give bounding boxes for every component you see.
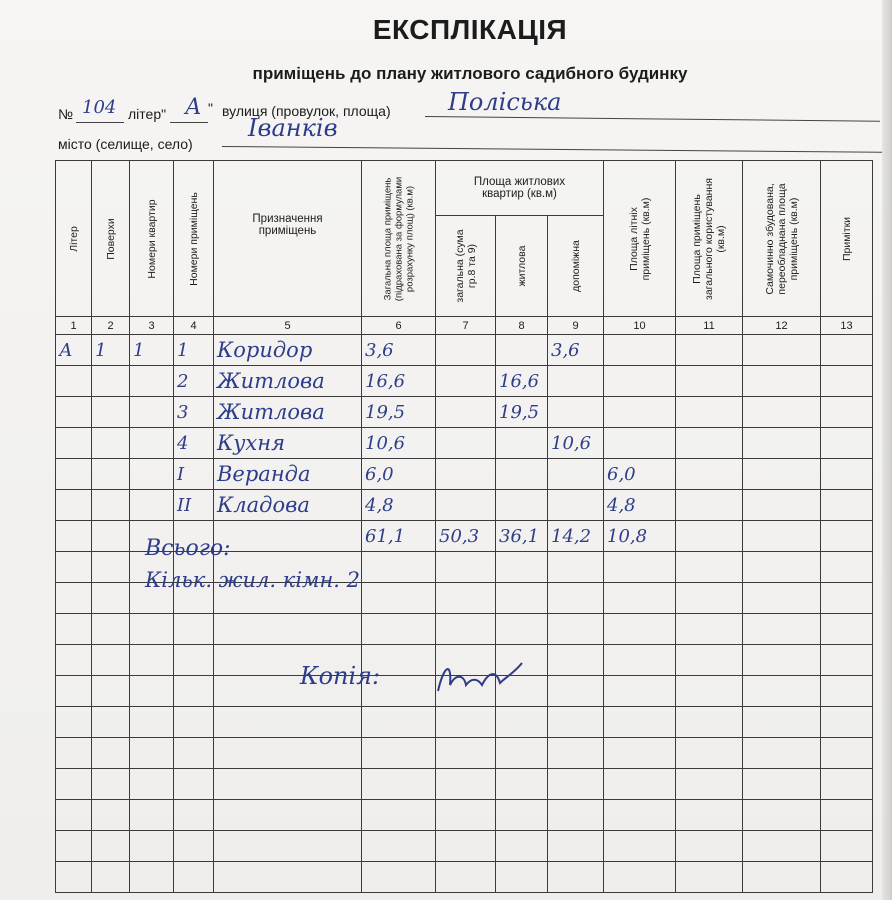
col-header-4: Номери приміщень xyxy=(174,161,214,317)
table-cell-apt_total xyxy=(436,614,496,645)
table-cell-total xyxy=(362,707,436,738)
table-cell-apt_total xyxy=(436,707,496,738)
table-cell-total xyxy=(362,552,436,583)
table-cell-apt xyxy=(130,707,174,738)
table-cell-notes xyxy=(821,645,873,676)
table-cell-floor xyxy=(92,862,130,893)
table-cell-notes xyxy=(821,397,873,428)
table-cell-notes xyxy=(821,738,873,769)
table-cell-total: 19,5 xyxy=(362,397,436,428)
table-cell-common xyxy=(676,800,743,831)
table-cell-summer xyxy=(604,676,676,707)
table-cell-unauth xyxy=(743,645,821,676)
table-cell-aux xyxy=(548,738,604,769)
number-value: 104 xyxy=(82,97,117,118)
table-cell-apt xyxy=(130,428,174,459)
table-cell-summer xyxy=(604,583,676,614)
table-cell-apt xyxy=(130,459,174,490)
table-cell-notes xyxy=(821,769,873,800)
table-cell-summer xyxy=(604,614,676,645)
table-cell-floor xyxy=(92,397,130,428)
table-cell-aux: 3,6 xyxy=(548,335,604,366)
table-cell-notes xyxy=(821,552,873,583)
table-cell-apt xyxy=(130,676,174,707)
table-cell-floor: 1 xyxy=(92,335,130,366)
table-cell-room xyxy=(174,862,214,893)
table-cell-aux xyxy=(548,366,604,397)
table-cell-common xyxy=(676,831,743,862)
table-cell-apt xyxy=(130,831,174,862)
table-cell-notes xyxy=(821,428,873,459)
table-cell-living xyxy=(496,769,548,800)
handwritten-signature xyxy=(430,655,530,705)
table-cell-room xyxy=(174,645,214,676)
table-cell-unauth xyxy=(743,800,821,831)
table-cell-apt xyxy=(130,366,174,397)
table-cell-living: 16,6 xyxy=(496,366,548,397)
col-num-6: 6 xyxy=(362,317,436,335)
table-cell-purpose: Веранда xyxy=(214,459,362,490)
table-cell-summer xyxy=(604,707,676,738)
table-cell-apt_total xyxy=(436,397,496,428)
table-cell-apt_total xyxy=(436,738,496,769)
table-cell-apt xyxy=(130,645,174,676)
col-header-1: Літер xyxy=(56,161,92,317)
col-num-10: 10 xyxy=(604,317,676,335)
table-cell-purpose xyxy=(214,521,362,552)
table-cell-living xyxy=(496,459,548,490)
table-cell-liter xyxy=(56,397,92,428)
table-cell-notes xyxy=(821,831,873,862)
table-cell-room: 4 xyxy=(174,428,214,459)
table-cell-living xyxy=(496,738,548,769)
liter-label: літер" xyxy=(128,106,167,122)
copy-note: Копія: xyxy=(300,662,381,690)
table-cell-common xyxy=(676,738,743,769)
table-cell-liter xyxy=(56,831,92,862)
table-cell-room xyxy=(174,614,214,645)
table-cell-unauth xyxy=(743,459,821,490)
table-row xyxy=(56,707,873,738)
col-num-8: 8 xyxy=(496,317,548,335)
table-cell-room: ІІ xyxy=(174,490,214,521)
table-cell-total xyxy=(362,862,436,893)
table-cell-floor xyxy=(92,645,130,676)
col-num-12: 12 xyxy=(743,317,821,335)
liter-value: А xyxy=(185,95,202,120)
table-cell-summer xyxy=(604,366,676,397)
col-header-5: Призначення приміщень xyxy=(214,161,362,317)
table-cell-living xyxy=(496,490,548,521)
table-cell-living xyxy=(496,614,548,645)
totals-label: Всього: xyxy=(145,536,231,561)
table-cell-living xyxy=(496,335,548,366)
table-cell-aux xyxy=(548,645,604,676)
table-cell-purpose: Житлова xyxy=(214,366,362,397)
table-cell-floor xyxy=(92,552,130,583)
table-cell-living: 36,1 xyxy=(496,521,548,552)
table-cell-room: 2 xyxy=(174,366,214,397)
table-cell-liter xyxy=(56,552,92,583)
table-cell-purpose: Кладова xyxy=(214,490,362,521)
table-cell-floor xyxy=(92,676,130,707)
table-cell-purpose: Коридор xyxy=(214,335,362,366)
table-body xyxy=(56,335,873,893)
table-row xyxy=(56,769,873,800)
table-cell-unauth xyxy=(743,831,821,862)
col-header-12: Самочинно збудована, переобладнана площа приміщень (кв.м) xyxy=(743,161,821,317)
col-num-3: 3 xyxy=(130,317,174,335)
table-cell-liter: А xyxy=(56,335,92,366)
table-cell-aux xyxy=(548,676,604,707)
col-header-3: Номери квартир xyxy=(130,161,174,317)
table-cell-purpose xyxy=(214,614,362,645)
table-cell-apt_total xyxy=(436,831,496,862)
table-cell-total: 3,6 xyxy=(362,335,436,366)
table-cell-living xyxy=(496,707,548,738)
table-cell-common xyxy=(676,459,743,490)
table-cell-purpose xyxy=(214,862,362,893)
table-cell-notes xyxy=(821,366,873,397)
table-cell-apt xyxy=(130,862,174,893)
table-cell-apt_total xyxy=(436,335,496,366)
table-cell-liter xyxy=(56,707,92,738)
table-cell-living xyxy=(496,800,548,831)
column-number-row xyxy=(56,317,873,335)
street-underline xyxy=(425,116,880,122)
table-cell-room xyxy=(174,738,214,769)
table-cell-floor xyxy=(92,521,130,552)
table-cell-unauth xyxy=(743,521,821,552)
table-cell-summer: 4,8 xyxy=(604,490,676,521)
table-cell-purpose xyxy=(214,831,362,862)
table-cell-aux xyxy=(548,583,604,614)
table-cell-apt xyxy=(130,614,174,645)
table-cell-apt_total xyxy=(436,366,496,397)
street-label: вулиця (провулок, площа) xyxy=(222,103,391,119)
table-cell-total: 16,6 xyxy=(362,366,436,397)
table-cell-apt: 1 xyxy=(130,335,174,366)
table-cell-apt xyxy=(130,738,174,769)
col-num-1: 1 xyxy=(56,317,92,335)
table-cell-unauth xyxy=(743,552,821,583)
table-cell-notes xyxy=(821,707,873,738)
table-cell-purpose xyxy=(214,800,362,831)
table-cell-summer xyxy=(604,335,676,366)
table-cell-liter xyxy=(56,676,92,707)
table-cell-room xyxy=(174,769,214,800)
table-cell-common xyxy=(676,552,743,583)
table-cell-purpose xyxy=(214,738,362,769)
table-cell-summer xyxy=(604,738,676,769)
table-cell-total xyxy=(362,583,436,614)
table-cell-unauth xyxy=(743,769,821,800)
table-cell-apt_total xyxy=(436,583,496,614)
table-row xyxy=(56,614,873,645)
table-cell-liter xyxy=(56,645,92,676)
table-cell-room: 3 xyxy=(174,397,214,428)
table-cell-common xyxy=(676,335,743,366)
table-cell-liter xyxy=(56,521,92,552)
table-cell-common xyxy=(676,397,743,428)
table-cell-aux: 14,2 xyxy=(548,521,604,552)
table-cell-unauth xyxy=(743,366,821,397)
table-cell-unauth xyxy=(743,397,821,428)
table-cell-liter xyxy=(56,862,92,893)
table-cell-liter xyxy=(56,366,92,397)
table-cell-common xyxy=(676,490,743,521)
table-cell-notes xyxy=(821,800,873,831)
table-cell-summer xyxy=(604,552,676,583)
table-cell-floor xyxy=(92,583,130,614)
table-cell-common xyxy=(676,521,743,552)
table-cell-unauth xyxy=(743,862,821,893)
col-header-9: допоміжна xyxy=(548,216,604,317)
table-cell-notes xyxy=(821,490,873,521)
table-cell-floor xyxy=(92,800,130,831)
table-cell-purpose: Кухня xyxy=(214,428,362,459)
table-cell-living xyxy=(496,862,548,893)
table-cell-summer xyxy=(604,397,676,428)
city-value: Іванків xyxy=(248,114,338,142)
table-row xyxy=(56,831,873,862)
table-row xyxy=(56,366,873,397)
table-cell-aux xyxy=(548,459,604,490)
table-cell-floor xyxy=(92,769,130,800)
table-row xyxy=(56,800,873,831)
col-num-7: 7 xyxy=(436,317,496,335)
table-cell-room xyxy=(174,831,214,862)
table-cell-notes xyxy=(821,862,873,893)
table-cell-summer: 6,0 xyxy=(604,459,676,490)
table-cell-aux xyxy=(548,800,604,831)
table-cell-liter xyxy=(56,428,92,459)
table-cell-apt_total xyxy=(436,862,496,893)
table-cell-total: 61,1 xyxy=(362,521,436,552)
table-cell-total xyxy=(362,738,436,769)
table-cell-aux xyxy=(548,862,604,893)
table-cell-common xyxy=(676,614,743,645)
table-row xyxy=(56,459,873,490)
table-cell-unauth xyxy=(743,738,821,769)
col-num-5: 5 xyxy=(214,317,362,335)
table-cell-living xyxy=(496,831,548,862)
table-cell-common xyxy=(676,366,743,397)
table-cell-floor xyxy=(92,614,130,645)
col-header-7: загальна (сума гр.8 та 9) xyxy=(436,216,496,317)
table-cell-summer xyxy=(604,428,676,459)
col-num-11: 11 xyxy=(676,317,743,335)
table-cell-apt_total xyxy=(436,769,496,800)
table-cell-notes xyxy=(821,614,873,645)
table-cell-purpose: Житлова xyxy=(214,397,362,428)
city-underline xyxy=(222,146,882,153)
table-cell-summer: 10,8 xyxy=(604,521,676,552)
document-title: ЕКСПЛІКАЦІЯ xyxy=(372,14,568,45)
col-num-2: 2 xyxy=(92,317,130,335)
table-cell-floor xyxy=(92,490,130,521)
table-cell-summer xyxy=(604,800,676,831)
group-header: Площа житлових квартир (кв.м) xyxy=(436,161,604,216)
table-cell-aux xyxy=(548,552,604,583)
table-cell-aux xyxy=(548,831,604,862)
table-cell-notes xyxy=(821,335,873,366)
col-header-8: житлова xyxy=(496,216,548,317)
col-num-4: 4 xyxy=(174,317,214,335)
rooms-note: Кільк. жил. кімн. 2 xyxy=(145,568,360,592)
header-row xyxy=(56,161,873,216)
number-label: № xyxy=(58,106,74,122)
table-cell-total: 4,8 xyxy=(362,490,436,521)
table-cell-total xyxy=(362,614,436,645)
table-cell-aux xyxy=(548,769,604,800)
table-row xyxy=(56,862,873,893)
table-cell-unauth xyxy=(743,676,821,707)
table-cell-apt_total xyxy=(436,490,496,521)
col-header-6: Загальна площа приміщень (підрахована за формулами розрахунку площ) (кв.м) xyxy=(362,161,436,317)
table-cell-purpose xyxy=(214,707,362,738)
table-cell-living xyxy=(496,552,548,583)
table-cell-notes xyxy=(821,676,873,707)
table-cell-living xyxy=(496,428,548,459)
table-cell-common xyxy=(676,428,743,459)
table-cell-apt_total xyxy=(436,552,496,583)
table-cell-aux: 10,6 xyxy=(548,428,604,459)
table-cell-living xyxy=(496,583,548,614)
liter-quote: " xyxy=(208,100,213,116)
col-num-9: 9 xyxy=(548,317,604,335)
table-cell-apt xyxy=(130,800,174,831)
table-cell-liter xyxy=(56,490,92,521)
table-cell-unauth xyxy=(743,583,821,614)
table-cell-apt xyxy=(130,769,174,800)
table-cell-liter xyxy=(56,583,92,614)
table-row xyxy=(56,397,873,428)
table-cell-total: 6,0 xyxy=(362,459,436,490)
table-cell-common xyxy=(676,645,743,676)
table-cell-unauth xyxy=(743,335,821,366)
explication-table xyxy=(55,160,873,893)
table-cell-unauth xyxy=(743,490,821,521)
table-cell-room: 1 xyxy=(174,335,214,366)
col-header-13: Примітки xyxy=(821,161,873,317)
number-underline xyxy=(76,122,124,123)
table-cell-floor xyxy=(92,831,130,862)
table-cell-total xyxy=(362,769,436,800)
table-cell-total xyxy=(362,831,436,862)
table-cell-summer xyxy=(604,831,676,862)
col-header-11: Площа приміщень загального користування (кв.м) xyxy=(676,161,743,317)
table-cell-summer xyxy=(604,645,676,676)
table-cell-unauth xyxy=(743,614,821,645)
table-cell-liter xyxy=(56,738,92,769)
table-cell-summer xyxy=(604,862,676,893)
col-num-13: 13 xyxy=(821,317,873,335)
table-cell-common xyxy=(676,707,743,738)
table-cell-apt_total xyxy=(436,800,496,831)
table-cell-floor xyxy=(92,738,130,769)
table-cell-unauth xyxy=(743,707,821,738)
table-cell-notes xyxy=(821,459,873,490)
table-cell-floor xyxy=(92,428,130,459)
col-header-10: Площа літніх приміщень (кв.м) xyxy=(604,161,676,317)
table-cell-aux xyxy=(548,707,604,738)
document-subtitle: приміщень до плану житлового садибного будинку xyxy=(252,64,688,83)
table-cell-liter xyxy=(56,769,92,800)
table-cell-liter xyxy=(56,614,92,645)
table-cell-common xyxy=(676,862,743,893)
table-cell-aux xyxy=(548,397,604,428)
table-cell-apt xyxy=(130,397,174,428)
liter-underline xyxy=(170,122,208,123)
table-cell-floor xyxy=(92,366,130,397)
table-cell-common xyxy=(676,583,743,614)
table-cell-room xyxy=(174,676,214,707)
table-cell-total: 10,6 xyxy=(362,428,436,459)
table-cell-apt xyxy=(130,490,174,521)
table-cell-notes xyxy=(821,521,873,552)
table-row xyxy=(56,490,873,521)
table-cell-room xyxy=(174,707,214,738)
street-value: Поліська xyxy=(448,88,562,116)
page-edge-shadow xyxy=(882,0,892,900)
table-cell-common xyxy=(676,676,743,707)
table-cell-liter xyxy=(56,800,92,831)
table-cell-living: 19,5 xyxy=(496,397,548,428)
table-cell-common xyxy=(676,769,743,800)
table-cell-unauth xyxy=(743,428,821,459)
table-cell-room xyxy=(174,800,214,831)
city-label: місто (селище, село) xyxy=(58,136,193,152)
table-cell-liter xyxy=(56,459,92,490)
table-cell-floor xyxy=(92,459,130,490)
table-row xyxy=(56,738,873,769)
table-cell-aux xyxy=(548,614,604,645)
table-cell-aux xyxy=(548,490,604,521)
table-cell-room: І xyxy=(174,459,214,490)
table-cell-apt_total: 50,3 xyxy=(436,521,496,552)
table-cell-notes xyxy=(821,583,873,614)
col-header-2: Поверхи xyxy=(92,161,130,317)
table-row xyxy=(56,335,873,366)
table-cell-apt_total xyxy=(436,459,496,490)
table-cell-floor xyxy=(92,707,130,738)
table-cell-apt_total xyxy=(436,428,496,459)
table-row xyxy=(56,428,873,459)
table-cell-total xyxy=(362,800,436,831)
table-cell-purpose xyxy=(214,769,362,800)
table-cell-summer xyxy=(604,769,676,800)
